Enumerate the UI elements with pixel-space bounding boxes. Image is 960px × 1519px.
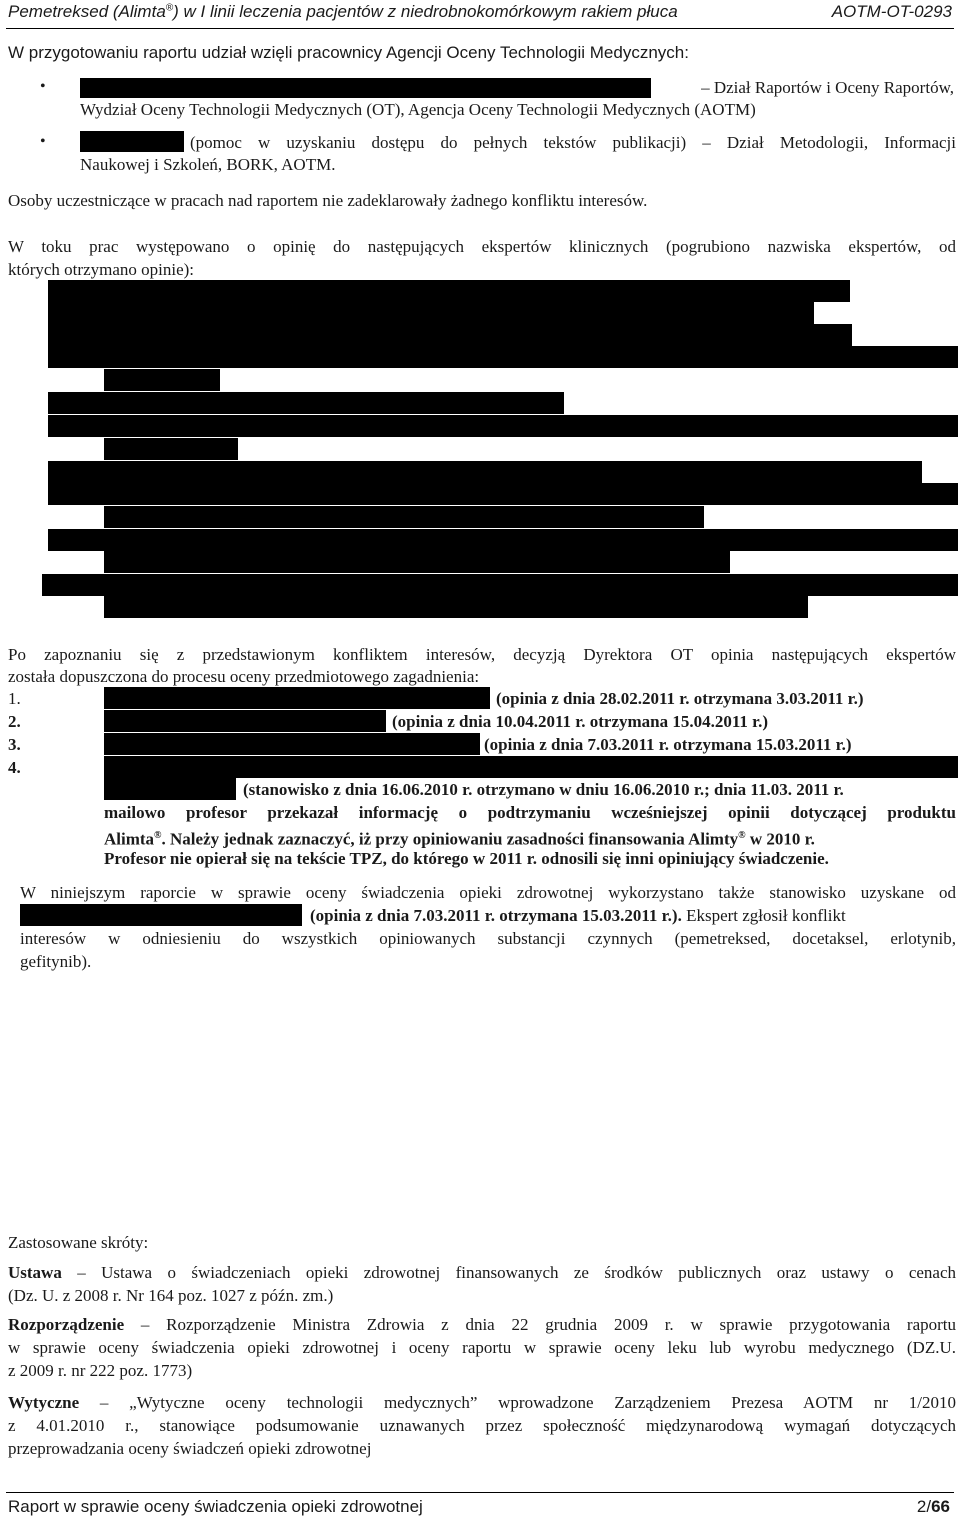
- abbrev-rozp-line1: Rozporządzenie – Rozporządzenie Ministra Zdrowia z dnia 22 grudnia 2009 r. w sprawie przygotowania raportu: [8, 1315, 956, 1334]
- footer-title: Raport w sprawie oceny świadczenia opieki zdrowotnej: [8, 1497, 423, 1516]
- also-line4: gefitynib).: [20, 952, 92, 971]
- decision-line1: Po zapoznaniu się z przedstawionym konfliktem interesów, decyzją Dyrektora OT opinia następujących ekspertów: [8, 645, 956, 664]
- bullet-marker: •: [40, 133, 46, 150]
- list-number: 2.: [8, 712, 21, 731]
- abbrev-ustawa-line1: Ustawa – Ustawa o świadczeniach opieki zdrowotnej finansowanych ze środków publicznych oraz ustawy o cenach: [8, 1263, 957, 1282]
- bullet1-line1: – Dział Raportów i Oceny Raportów,: [701, 78, 954, 97]
- footer-rule: [6, 1492, 954, 1493]
- opinion-4-line4: Profesor nie opierał się na tekście TPZ, do którego w 2011 r. odnosili się inni opiniujący świadczenie.: [104, 849, 829, 868]
- redaction-block: [48, 529, 958, 551]
- header-title: Pemetreksed (Alimta®) w I linii leczenia pacjentów z niedrobnokomórkowym rakiem płuca: [8, 2, 678, 21]
- redaction-block: [48, 324, 852, 346]
- redaction-block: [48, 461, 922, 483]
- page-number: 2/66: [916, 1497, 950, 1516]
- redaction-block: [20, 904, 302, 926]
- document-code: AOTM-OT-0293: [831, 2, 952, 21]
- opinion-1: (opinia z dnia 28.02.2011 r. otrzymana 3.03.2011 r.): [496, 689, 864, 708]
- abbrev-wytyczne-line3: przeprowadzania oceny świadczeń opieki zdrowotnej: [8, 1439, 372, 1458]
- redaction-block: [80, 78, 651, 98]
- also-line3: interesów w odniesieniu do wszystkich opiniowanych substancji czynnych (pemetreksed, docetaksel, erlotynib,: [20, 929, 956, 948]
- redaction-block: [48, 280, 850, 302]
- redaction-block: [48, 415, 958, 437]
- opinion-4-line1: (stanowisko z dnia 16.06.2010 r. otrzymano w dniu 16.06.2010 r.; dnia 11.03. 2011 r.: [243, 780, 844, 799]
- redaction-block: [48, 302, 814, 324]
- experts-intro-line2: których otrzymano opinie):: [8, 260, 195, 279]
- redaction-block: [104, 756, 958, 778]
- redaction-block: [48, 346, 958, 368]
- opinion-3: (opinia z dnia 7.03.2011 r. otrzymana 15.03.2011 r.): [484, 735, 852, 754]
- header-rule: [6, 28, 954, 29]
- list-number: 3.: [8, 735, 21, 754]
- abbrev-rozp-line3: z 2009 r. nr 222 poz. 1773): [8, 1361, 193, 1380]
- redaction-block: [104, 687, 490, 709]
- redaction-block: [104, 778, 236, 800]
- abbrev-title: Zastosowane skróty:: [8, 1233, 149, 1252]
- redaction-block: [104, 369, 220, 391]
- list-number: 1.: [8, 689, 21, 708]
- bullet2-line1: (pomoc w uzyskaniu dostępu do pełnych tekstów publikacji) – Dział Metodologii, Informacji: [190, 133, 956, 152]
- bullet1-line2: Wydział Oceny Technologii Medycznych (OT), Agencja Oceny Technologii Medycznych (AOTM): [80, 100, 756, 119]
- abbrev-wytyczne-line1: Wytyczne – „Wytyczne oceny technologii medycznych” wprowadzone Zarządzeniem Prezesa AOTM nr 1/2010: [8, 1393, 957, 1412]
- opinion-4-line2: mailowo profesor przekazał informację o podtrzymaniu wcześniejszej opinii dotyczącej produktu: [104, 803, 956, 822]
- bullet2-line2: Naukowej i Szkoleń, BORK, AOTM.: [80, 155, 336, 174]
- redaction-block: [48, 392, 564, 414]
- redaction-block: [42, 574, 958, 596]
- bullet-marker: •: [40, 78, 46, 95]
- opinion-2: (opinia z dnia 10.04.2011 r. otrzymana 15.04.2011 r.): [392, 712, 769, 731]
- redaction-block: [104, 506, 704, 528]
- redaction-block: [104, 438, 238, 460]
- abbrev-ustawa-line2: (Dz. U. z 2008 r. Nr 164 poz. 1027 z późn. zm.): [8, 1286, 334, 1305]
- intro-text: W przygotowaniu raportu udział wzięli pracownicy Agencji Oceny Technologii Medycznych:: [8, 43, 689, 62]
- also-line1: W niniejszym raporcie w sprawie oceny świadczenia opieki zdrowotnej wykorzystano także stanowisko uzyskane od: [20, 883, 956, 902]
- opinion-4-line3: Alimta®. Należy jednak zaznaczyć, iż przy opiniowaniu zasadności finansowania Alimty® w 2010 r.: [104, 829, 815, 849]
- redaction-block: [104, 733, 480, 755]
- experts-intro-line1: W toku prac występowano o opinię do następujących ekspertów klinicznych (pogrubiono nazwiska ekspertów, od: [8, 237, 956, 256]
- redaction-block: [104, 551, 730, 573]
- no-conflict-text: Osoby uczestniczące w pracach nad raportem nie zadeklarowały żadnego konfliktu interesów.: [8, 191, 648, 210]
- redaction-block: [80, 131, 184, 152]
- abbrev-rozp-line2: w sprawie oceny świadczenia opieki zdrowotnej i oceny raportu w sprawie oceny leku lub wyrobu medycznego (DZ.U.: [8, 1338, 956, 1357]
- decision-line2: została dopuszczona do procesu oceny przedmiotowego zagadnienia:: [8, 667, 480, 686]
- redaction-block: [104, 710, 386, 732]
- redaction-block: [104, 596, 808, 618]
- redaction-block: [48, 483, 958, 505]
- also-line2: (opinia z dnia 7.03.2011 r. otrzymana 15.03.2011 r.). Ekspert zgłosił konflikt: [310, 906, 846, 925]
- abbrev-wytyczne-line2: z 4.01.2010 r., stanowiące podsumowanie uznawanych przez społeczność międzynarodową wymagań dotyczących: [8, 1416, 956, 1435]
- list-number: 4.: [8, 758, 21, 777]
- page-header: [0, 0, 960, 30]
